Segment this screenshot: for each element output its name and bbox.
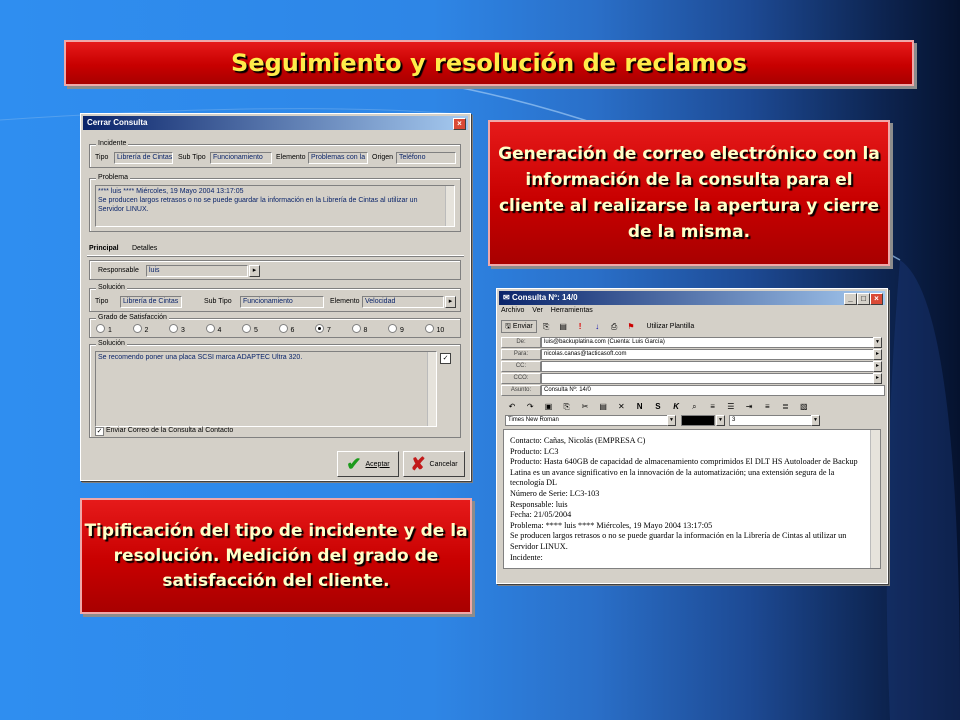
image-icon[interactable]: ▧ — [799, 402, 809, 412]
cco-field[interactable] — [541, 373, 875, 384]
mail-title: Consulta Nº: 14/0 — [511, 293, 578, 302]
satisfaccion-option-8[interactable] — [352, 324, 368, 334]
tab-detalles[interactable]: Detalles — [132, 245, 158, 252]
incidente-elemento-label: Elemento — [276, 154, 306, 161]
solucion-text: Se recomendo poner una placa SCSI marca ADAPTEC Ultra 320. — [98, 354, 303, 361]
solucion-elemento-label: Elemento — [330, 298, 360, 305]
radio-icon — [315, 324, 324, 333]
asunto-label: Asunto: — [501, 385, 541, 396]
enviar-correo-checkbox[interactable]: ✓ — [96, 428, 103, 435]
para-field[interactable]: nicolas.canas@tacticasoft.com — [541, 349, 875, 360]
incidente-subtipo-label: Sub Tipo — [178, 154, 206, 161]
incidente-group-label: Incidente — [98, 140, 127, 147]
mail-icon: ✉ — [503, 293, 512, 302]
problema-textarea[interactable] — [95, 185, 455, 227]
menu-herramientas[interactable]: Herramientas — [550, 307, 593, 314]
mail-titlebar — [499, 291, 885, 305]
radio-icon — [96, 324, 105, 333]
send-button[interactable] — [501, 320, 537, 333]
satisfaccion-group — [89, 314, 461, 338]
responsable-field[interactable]: luis — [146, 265, 248, 277]
solucion-scrollbar[interactable] — [427, 352, 436, 426]
cc-arrow-icon[interactable]: ▸ — [873, 361, 882, 372]
satisfaccion-option-9[interactable] — [388, 324, 404, 334]
redo-icon[interactable]: ↷ — [526, 402, 535, 412]
mail-body-area[interactable] — [503, 429, 881, 569]
satisfaccion-group-label: Grado de Satisfacción — [98, 314, 167, 321]
mail-body-line: Producto: LC3 — [510, 446, 559, 456]
dialog-title: Cerrar Consulta — [87, 118, 148, 127]
radio-icon — [242, 324, 251, 333]
cut-icon[interactable]: ✂ — [581, 402, 590, 412]
incidente-origen-field[interactable]: Teléfono — [396, 152, 456, 164]
font-color-swatch[interactable] — [681, 415, 715, 426]
mail-body-line: Incidente: — [510, 552, 543, 562]
flag-icon[interactable]: ⚑ — [627, 321, 635, 331]
solucion-textarea[interactable] — [95, 351, 437, 427]
satisfaccion-option-1[interactable] — [96, 324, 112, 334]
cco-arrow-icon[interactable]: ▸ — [873, 373, 882, 384]
slide-title: Seguimiento y resolución de reclamos — [64, 40, 914, 86]
cancel-button[interactable] — [403, 451, 465, 477]
print-icon[interactable]: ⎙ — [610, 321, 618, 331]
radio-icon — [388, 324, 397, 333]
accept-button[interactable] — [337, 451, 399, 477]
satisfaccion-option-4[interactable] — [206, 324, 222, 334]
solucion-tipo-label: Tipo — [95, 298, 109, 305]
send-label: Enviar — [512, 323, 533, 330]
align-left-icon[interactable]: ≡ — [764, 402, 771, 412]
satisfaccion-option-label: 2 — [144, 327, 149, 334]
mail-toolbar — [501, 320, 881, 334]
save-icon[interactable]: ▣ — [544, 402, 554, 412]
close-icon[interactable]: × — [870, 293, 883, 305]
format-toolbar — [505, 401, 875, 413]
mail-body-line: Se producen largos retrasos o no se puede guardar la información en la Librería de Cintas al utilizar un Servidor LINUX. — [510, 531, 847, 551]
menu-ver[interactable]: Ver — [532, 307, 543, 314]
tab-divider — [87, 255, 464, 257]
attach-icon[interactable]: ⎘ — [543, 321, 550, 331]
priority-high-icon[interactable]: ! — [578, 321, 582, 331]
mail-body-line: Número de Serie: LC3-103 — [510, 488, 600, 498]
satisfaccion-option-label: 4 — [217, 327, 222, 334]
satisfaccion-option-label: 6 — [290, 327, 295, 334]
satisfaccion-option-5[interactable] — [242, 324, 258, 334]
copy-icon[interactable]: ⎘ — [563, 402, 571, 412]
font-size-dropdown-icon[interactable]: ▼ — [811, 415, 820, 426]
maximize-icon[interactable]: □ — [857, 293, 870, 305]
indent-icon[interactable]: ⇥ — [745, 402, 754, 412]
mail-body-line: Contacto: Cañas, Nicolás (EMPRESA C) — [510, 436, 646, 445]
check-icon: ✔ — [346, 453, 362, 474]
font-name-dropdown-icon[interactable]: ▼ — [667, 415, 676, 426]
mail-body-line: Problema: **** luis **** Miércoles, 19 Mayo 2004 13:17:05 — [510, 520, 713, 530]
responsable-arrow-icon[interactable]: ▸ — [249, 265, 260, 277]
template-button[interactable]: Utilizar Plantilla — [646, 323, 695, 330]
satisfaccion-option-3[interactable] — [169, 324, 185, 334]
delete-icon[interactable]: ✕ — [618, 402, 626, 412]
mail-body-line: Producto: Hasta 640GB de capacidad de almacenamiento comprimidos El DLT HS Autoloader de Backup Latina es un avance significativo en la innovación de la automatización; una extensión segura de la tecnología DL — [510, 457, 858, 488]
de-field[interactable]: luis@backuplatina.com (Cuenta: Luis García) — [541, 337, 875, 348]
solucion-text-group-label: Solución — [98, 340, 125, 347]
solucion-tipo-field[interactable]: Librería de Cintas — [120, 296, 182, 308]
solucion-subtipo-field[interactable]: Funcionamiento — [240, 296, 324, 308]
incidente-tipo-field[interactable]: Librería de Cintas — [114, 152, 173, 164]
radio-icon — [425, 324, 434, 333]
mail-body-line: Responsable: luis — [510, 499, 568, 509]
font-color-dropdown-icon[interactable]: ▼ — [716, 415, 725, 426]
satisfaccion-option-7[interactable] — [315, 324, 331, 334]
problema-group — [89, 174, 461, 232]
ordered-list-icon[interactable]: ≡ — [710, 402, 716, 412]
mail-body-text — [510, 436, 858, 563]
solucion-elemento-arrow-icon[interactable]: ▸ — [445, 296, 456, 308]
incidente-subtipo-field[interactable]: Funcionamiento — [210, 152, 272, 164]
incidente-tipo-label: Tipo — [95, 154, 109, 161]
menu-archivo[interactable]: Archivo — [501, 307, 525, 314]
find-icon[interactable]: ⌕ — [692, 402, 698, 412]
font-size-select[interactable]: 3 — [729, 415, 813, 426]
de-label: De: — [501, 337, 541, 348]
cancel-x-icon: ✘ — [410, 453, 426, 474]
mail-window — [496, 288, 888, 584]
accept-label: Aceptar — [365, 460, 390, 468]
italic-icon[interactable]: K — [673, 402, 680, 412]
satisfaccion-option-label: 3 — [181, 327, 185, 334]
problema-line-1: **** luis **** Miércoles, 19 Mayo 2004 13:17:05 — [98, 188, 244, 195]
responsable-label: Responsable — [98, 267, 139, 274]
dialog-titlebar — [83, 116, 468, 130]
responsable-group — [89, 260, 461, 280]
radio-icon — [133, 324, 142, 333]
mail-body-line: Fecha: 21/05/2004 — [510, 510, 572, 520]
problema-group-label: Problema — [98, 174, 128, 181]
close-icon[interactable]: × — [453, 118, 466, 130]
radio-icon — [169, 324, 178, 333]
tab-principal[interactable]: Principal — [89, 245, 119, 252]
satisfaccion-option-label: 5 — [254, 327, 258, 334]
satisfaccion-option-2[interactable] — [133, 324, 149, 334]
solucion-text-group — [89, 340, 461, 438]
enviar-correo-label: Enviar Correo de la Consulta al Contacto — [106, 427, 234, 434]
satisfaccion-option-label: 1 — [108, 327, 112, 334]
strike-icon[interactable]: S — [655, 402, 662, 412]
problema-line-2: Se producen largos retrasos o no se puede guardar la información en la Librería de Cintas al utilizar un Servidor LINUX. — [98, 197, 418, 213]
solucion-subtipo-label: Sub Tipo — [204, 298, 232, 305]
para-arrow-icon[interactable]: ▸ — [873, 349, 882, 360]
solucion-elemento-field[interactable]: Velocidad — [362, 296, 444, 308]
cancel-label: Cancelar — [429, 460, 458, 468]
satisfaccion-option-10[interactable] — [425, 324, 445, 334]
mail-body-scrollbar[interactable] — [870, 430, 880, 568]
satisfaccion-option-label: 10 — [436, 327, 445, 334]
radio-icon — [206, 324, 215, 333]
undo-icon[interactable]: ↶ — [508, 402, 517, 412]
radio-icon — [352, 324, 361, 333]
mail-menubar — [501, 307, 593, 314]
priority-low-icon[interactable]: ↓ — [595, 321, 600, 331]
satisfaccion-option-label: 9 — [400, 327, 404, 334]
solucion-tipo-group-label: Solución — [98, 284, 125, 291]
cerrar-consulta-dialog — [80, 113, 471, 481]
send-icon: 🖫 — [505, 323, 511, 330]
cco-label: CCO: — [501, 373, 541, 384]
font-name-select[interactable]: Times New Roman — [505, 415, 669, 426]
addressbook-icon[interactable]: ▤ — [559, 321, 567, 331]
callout-classification: Tipificación del tipo de incidente y de la resolución. Medición del grado de satisfacción del cliente. — [80, 498, 472, 614]
asunto-field[interactable]: Consulta Nº: 14/0 — [541, 385, 885, 396]
callout-email-generation: Generación de correo electrónico con la información de la consulta para el cliente al realizarse la apertura y cierre de la misma. — [488, 120, 890, 266]
incidente-group — [89, 140, 461, 168]
bold-icon[interactable]: N — [636, 402, 644, 412]
radio-icon — [279, 324, 288, 333]
problema-scrollbar[interactable] — [445, 186, 454, 226]
spellcheck-icon[interactable]: ✓ — [440, 353, 451, 364]
satisfaccion-option-label: 8 — [363, 327, 368, 334]
minimize-icon[interactable]: _ — [844, 293, 857, 305]
de-dropdown-icon[interactable]: ▼ — [873, 337, 882, 348]
align-center-icon[interactable]: ≣ — [782, 402, 790, 412]
incidente-elemento-field[interactable]: Problemas con la — [308, 152, 368, 164]
solucion-tipo-group — [89, 284, 461, 312]
cc-field[interactable] — [541, 361, 875, 372]
paste-icon[interactable]: ▤ — [599, 402, 608, 412]
bullet-list-icon[interactable]: ☰ — [727, 402, 736, 412]
satisfaccion-option-6[interactable] — [279, 324, 295, 334]
para-label: Para: — [501, 349, 541, 360]
cc-label: CC: — [501, 361, 541, 372]
satisfaccion-option-label: 7 — [327, 327, 331, 334]
incidente-origen-label: Origen — [372, 154, 394, 161]
